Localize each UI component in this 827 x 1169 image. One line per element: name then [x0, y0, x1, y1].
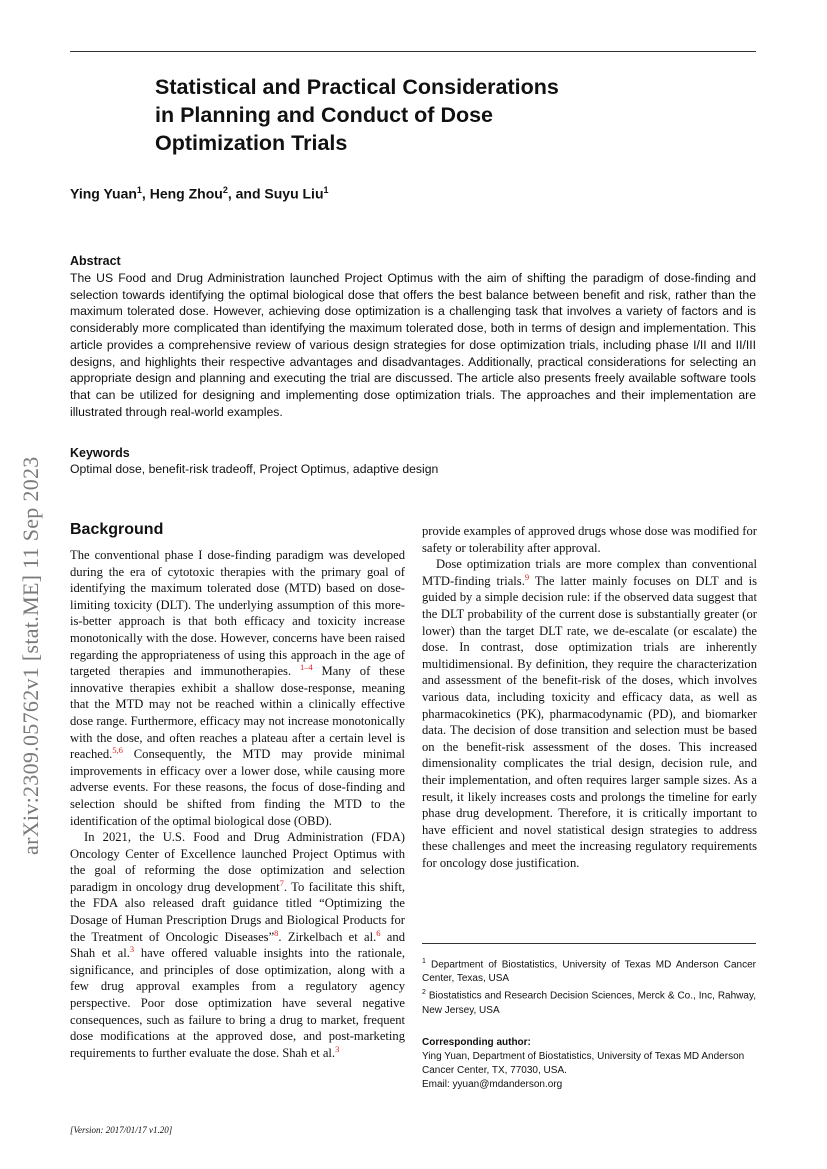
paragraph-text: provide examples of approved drugs whose dose was modified for safety or tolerability after approval. [422, 524, 757, 555]
paragraph-text: The conventional phase I dose-finding paradigm was developed during the era of cytotoxic therapies with the primary goal of identifying the maximum tolerated dose (MTD) based on dose-limiting toxicity (DLT). The underlying assumption of this more-is-better approach is that both efficacy and toxicity increase monotonically with the dose. However, concerns have been raised regarding the appropriateness of using this approach in the age of targeted therapies and immunotherapies. [70, 548, 405, 679]
left-column [70, 547, 405, 1061]
paragraph [422, 556, 757, 871]
footnote-number: 2 [422, 989, 426, 997]
citation-link[interactable]: 3 [129, 944, 135, 955]
author-list [70, 180, 329, 204]
corresponding-text: Ying Yuan, Department of Biostatistics, University of Texas MD Anderson Cancer Center, TX, 77030, USA. [422, 1051, 745, 1076]
footnote [422, 955, 756, 986]
corresponding-email[interactable]: Email: yyuan@mdanderson.org [422, 1079, 563, 1090]
footnote-text: Department of Biostatistics, University of Texas MD Anderson Cancer Center, Texas, USA [422, 959, 757, 985]
citation-link[interactable]: 3 [335, 1043, 340, 1054]
paper-title [155, 73, 675, 157]
author-affiliation: 1 [136, 185, 142, 195]
keywords-heading: Keywords [70, 446, 130, 460]
title-line: Statistical and Practical Considerations [155, 75, 559, 99]
abstract-text: The US Food and Drug Administration launched Project Optimus with the aim of shifting the paradigm of dose-finding and selection towards identifying the optimal biological dose that offers the best balance between benefit and risk, rather than the maximum tolerated dose. However, achieving dose optimization is a challenging task that involves a variety of factors and is considerably more complicated than identifying the maximum tolerated dose, both in terms of design and implementation. This article provides a comprehensive review of various design strategies for dose optimization trials, including phase I/II and II/III designs, and highlights their respective advantages and disadvantages. Additionally, practical considerations for selecting an appropriate design and planning and executing the trial are discussed. The article also presents freely available software tools that can be utilized for designing and implementing dose optimization trials. The approaches and their implementation are illustrated through real-world examples. [70, 271, 756, 419]
author-separator: , and [227, 185, 265, 202]
citation-link[interactable]: 1–4 [299, 661, 313, 672]
paragraph-text: Consequently, the MTD may provide minimal improvements in efficacy over a lower dose, while causing more adverse events. For these reasons, the focus of dose-finding and selection should be shifted from finding the MTD to the identification of the optimal biological dose (OBD). [70, 747, 405, 828]
title-line: Optimization Trials [155, 131, 348, 155]
corresponding-author [422, 1036, 762, 1092]
paragraph-text: The latter mainly focuses on DLT and is guided by a simple decision rule: if the observed data suggest that the DLT probability of the current dose is substantially greater (or lower) than the target DLT rate, we de-escalate (or escalate) the dose. In contrast, dose optimization trials are inherently multidimensional. By definition, they require the characterization and assessment of the benefit-risk of the doses, which involves various data, including toxicity and efficacy data, as well as pharmacokinetics (PK), pharmacodynamic (PD), and biomarker data. The decision of dose transition and selection must be based on the benefit-risk assessment of the doses. This increased dimensionality complicates the trial design, decision rule, and their implementation, and often requires larger sample sizes. As a result, it likely increases costs and prolongs the timeline for early phase drug development. Therefore, it is critically important to have efficient and novel statistical design strategies to address these challenges and meet the increasing regulatory requirements for oncology dose justification. [422, 573, 757, 870]
right-column [422, 523, 757, 871]
citation-link[interactable]: 6 [376, 927, 381, 938]
paragraph-text: In 2021, the U.S. Food and Drug Administration (FDA) Oncology Center of Excellence launched Project Optimus with the goal of reforming the dose optimization and selection paradigm in oncology drug development [70, 830, 405, 894]
version-note: [Version: 2017/01/17 v1.20] [70, 1125, 173, 1135]
footnote-number: 1 [422, 958, 426, 965]
citation-link[interactable]: 9 [524, 571, 530, 582]
section-heading-background: Background [70, 521, 164, 538]
paragraph-text: . Zirkelbach et al. [278, 929, 377, 944]
paragraph-text: and Shah et al. [70, 929, 405, 961]
paragraph [70, 547, 405, 829]
keywords-text: Optimal dose, benefit-risk tradeoff, Project Optimus, adaptive design [70, 462, 439, 476]
title-line: in Planning and Conduct of Dose [155, 103, 494, 127]
footnote [422, 986, 756, 1017]
abstract-heading: Abstract [70, 254, 121, 268]
paragraph-text: . To facilitate this shift, the FDA also released draft guidance titled “Optimizing the Dosage of Human Prescription Drugs and Biological Products for the Treatment of Oncologic Diseases” [70, 879, 406, 944]
author-affiliation: 1 [323, 185, 329, 195]
citation-link[interactable]: 7 [279, 877, 284, 888]
top-rule [70, 51, 756, 52]
paragraph [422, 523, 757, 556]
footnote-text: Biostatistics and Research Decision Sciences, Merck & Co., Inc, Rahway, New Jersey, USA [422, 990, 757, 1016]
author-name: Suyu Liu [264, 185, 324, 202]
paragraph-text: Dose optimization trials are more complex than conventional MTD-finding trials. [422, 557, 757, 588]
paragraph-text: have offered valuable insights into the rationale, significance, and principles of dose optimization, along with a few drug approval examples from a regulatory agency perspective. Poor dose optimization have several negative consequences, such as failure to bring a drug to market, frequent dose modifications at the approved dose, and post-marketing requirements to further evaluate the dose. Shah et al. [70, 946, 406, 1060]
paragraph-text: Many of these innovative therapies exhibit a shallow dose-response, meaning that the MTD may not be reached within a clinically effective dose range. Furthermore, efficacy may not increase monotonically with the dose, and often reaches a plateau after a certain level is reached. [70, 664, 405, 762]
citation-link[interactable]: 8 [274, 927, 279, 938]
citation-link[interactable]: 5,6 [112, 744, 123, 755]
author-separator: , [141, 185, 150, 202]
paragraph [70, 829, 405, 1061]
author-name: Heng Zhou [149, 185, 223, 202]
corresponding-heading: Corresponding author: [422, 1037, 531, 1048]
author-name: Ying Yuan [70, 185, 137, 202]
arxiv-stamp: arXiv:2309.05762v1 [stat.ME] 11 Sep 2023 [18, 456, 43, 855]
author-affiliation: 2 [222, 185, 228, 195]
footnotes [422, 955, 756, 1018]
footnote-rule [422, 943, 756, 944]
